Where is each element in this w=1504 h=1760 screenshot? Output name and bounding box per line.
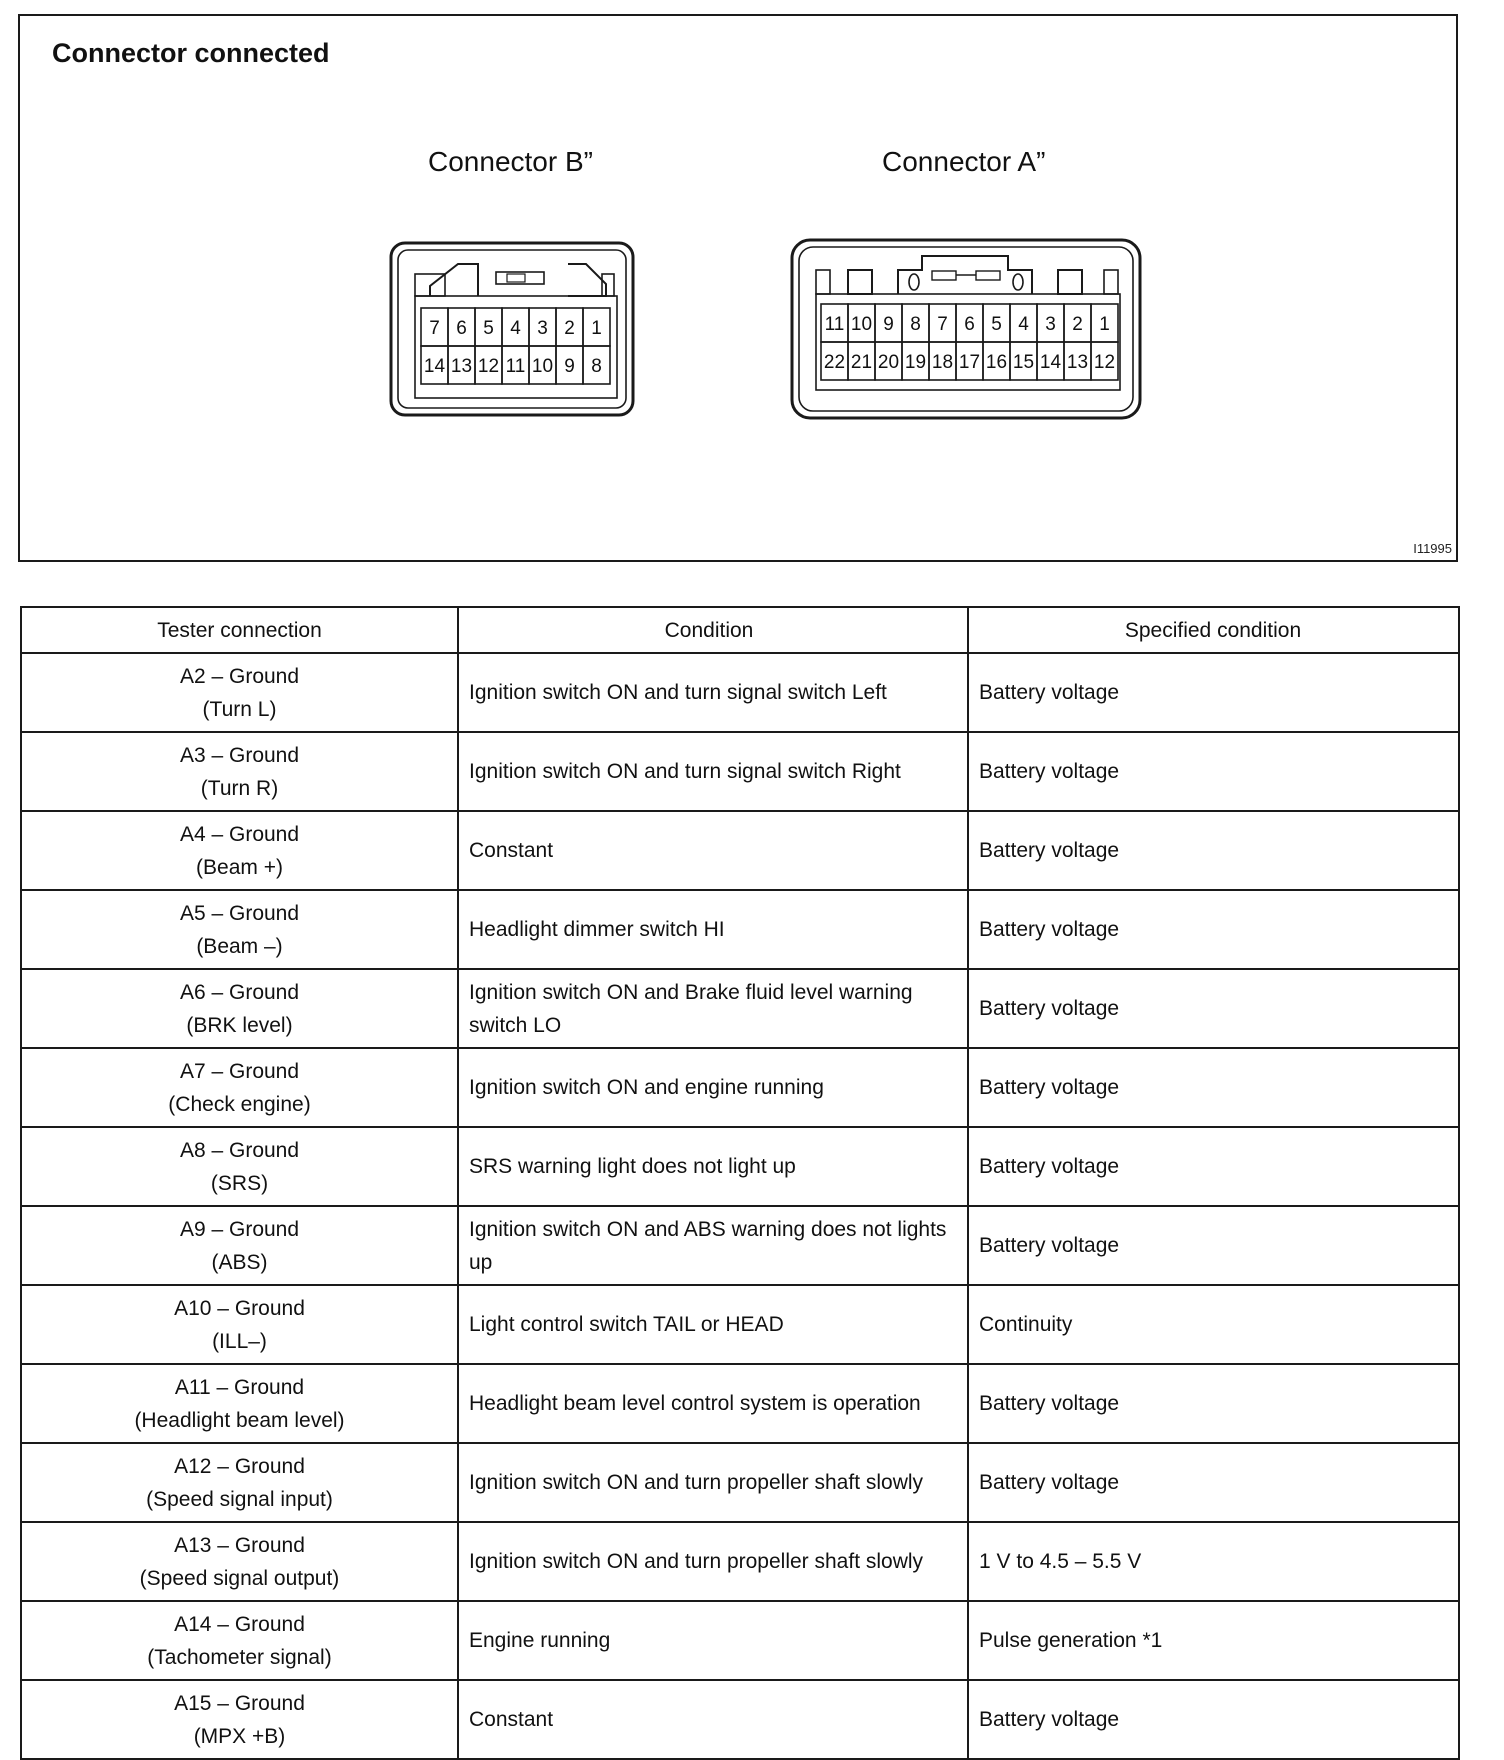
connector-a-pin-number: 18	[931, 352, 954, 373]
connector-a-pin-number: 19	[904, 352, 927, 373]
condition-cell: Engine running	[458, 1601, 968, 1680]
tester-signal-name: (BRK level)	[186, 1013, 293, 1037]
condition-cell: Ignition switch ON and turn signal switch Right	[458, 732, 968, 811]
tester-terminal: A3 – Ground	[179, 743, 300, 767]
connector-a-pin-number: 10	[850, 314, 873, 335]
table-row	[21, 653, 1459, 732]
condition-cell: Headlight dimmer switch HI	[458, 890, 968, 969]
tester-signal-name: (SRS)	[210, 1171, 269, 1195]
condition-cell: Ignition switch ON and ABS warning does not lights up	[458, 1206, 968, 1285]
table-body	[21, 653, 1459, 1759]
table-row	[21, 1127, 1459, 1206]
condition-cell: Ignition switch ON and turn propeller shaft slowly	[458, 1522, 968, 1601]
tester-terminal: A15 – Ground	[174, 1691, 305, 1715]
header-condition: Condition	[458, 607, 968, 653]
connector-a-pin-number: 1	[1099, 314, 1110, 335]
connector-a-pin-number: 16	[985, 352, 1008, 373]
table-row	[21, 1680, 1459, 1759]
connector-a-pin-number: 14	[1039, 352, 1062, 373]
connector-b-pin-number: 11	[505, 356, 526, 377]
tester-connection-table	[20, 606, 1460, 1760]
connector-b-pin-number: 5	[483, 318, 494, 339]
tester-terminal: A14 – Ground	[174, 1612, 305, 1636]
table-row	[21, 1601, 1459, 1680]
tester-connection-cell	[21, 890, 458, 969]
connector-a-pin-number: 6	[964, 314, 975, 335]
connector-a-pin-number: 9	[883, 314, 894, 335]
header-specified-condition: Specified condition	[968, 607, 1459, 653]
connector-b-pins	[421, 308, 610, 384]
connector-a-pin-number: 5	[991, 314, 1002, 335]
connector-a-pin-number: 3	[1045, 314, 1056, 335]
tester-signal-name: (Speed signal output)	[139, 1566, 340, 1590]
connector-b-pin-number: 2	[564, 318, 575, 339]
tester-terminal: A7 – Ground	[179, 1059, 300, 1083]
tester-terminal: A10 – Ground	[174, 1296, 305, 1320]
tester-connection-cell	[21, 1443, 458, 1522]
tester-connection-cell	[21, 1364, 458, 1443]
connector-a-pin-number: 17	[958, 352, 981, 373]
specified-condition-cell: Battery voltage	[968, 811, 1459, 890]
connector-a-pin-number: 20	[877, 352, 900, 373]
connector-a-pin-number: 21	[850, 352, 873, 373]
connector-a-pin-number: 4	[1018, 314, 1029, 335]
tester-connection-cell	[21, 1680, 458, 1759]
connector-a-pin-number: 13	[1066, 352, 1089, 373]
specified-condition-cell: Battery voltage	[968, 1206, 1459, 1285]
tester-signal-name: (Check engine)	[168, 1092, 311, 1116]
tester-signal-name: (Speed signal input)	[146, 1487, 333, 1511]
specified-condition-cell: Continuity	[968, 1285, 1459, 1364]
tester-connection-cell	[21, 732, 458, 811]
connector-a-pin-number: 8	[910, 314, 921, 335]
tester-terminal: A9 – Ground	[179, 1217, 300, 1241]
condition-cell: Light control switch TAIL or HEAD	[458, 1285, 968, 1364]
condition-cell: SRS warning light does not light up	[458, 1127, 968, 1206]
table-row	[21, 811, 1459, 890]
table-row	[21, 1285, 1459, 1364]
tester-terminal: A8 – Ground	[179, 1138, 300, 1162]
tester-connection-cell	[21, 1206, 458, 1285]
tester-terminal: A5 – Ground	[179, 901, 300, 925]
tester-connection-cell	[21, 1522, 458, 1601]
tester-signal-name: (Headlight beam level)	[134, 1408, 345, 1432]
figure-id: I11995	[1413, 541, 1452, 556]
connector-b-pin-number: 13	[450, 356, 473, 377]
condition-cell: Constant	[458, 811, 968, 890]
tester-connection-cell	[21, 1048, 458, 1127]
tester-connection-cell	[21, 1601, 458, 1680]
table-row	[21, 890, 1459, 969]
tester-terminal: A12 – Ground	[174, 1454, 305, 1478]
condition-cell: Headlight beam level control system is operation	[458, 1364, 968, 1443]
connector-a-label: Connector A”	[882, 146, 1046, 177]
connector-b-pin-number: 3	[537, 318, 548, 339]
tester-signal-name: (MPX +B)	[193, 1724, 286, 1748]
connector-a-pin-number: 7	[937, 314, 948, 335]
table-row	[21, 732, 1459, 811]
tester-terminal: A2 – Ground	[179, 664, 300, 688]
connector-b-pin-number: 8	[591, 356, 602, 377]
condition-cell: Constant	[458, 1680, 968, 1759]
connector-a-pin-number: 11	[824, 314, 845, 335]
specified-condition-cell: Battery voltage	[968, 1048, 1459, 1127]
table-row	[21, 1443, 1459, 1522]
diagram-title: Connector connected	[52, 38, 330, 68]
specified-condition-cell: Battery voltage	[968, 1680, 1459, 1759]
table-row	[21, 1364, 1459, 1443]
specified-condition-cell: Battery voltage	[968, 653, 1459, 732]
tester-terminal: A13 – Ground	[174, 1533, 305, 1557]
condition-cell: Ignition switch ON and turn propeller shaft slowly	[458, 1443, 968, 1522]
tester-connection-cell	[21, 811, 458, 890]
table-row	[21, 969, 1459, 1048]
tester-signal-name: (Turn L)	[202, 697, 277, 721]
tester-signal-name: (Beam +)	[196, 855, 283, 879]
connector-drawings	[20, 16, 1456, 560]
table-header-row	[21, 607, 1459, 653]
connector-diagram-panel	[18, 14, 1458, 562]
specified-condition-cell: Battery voltage	[968, 732, 1459, 811]
tester-terminal: A4 – Ground	[179, 822, 300, 846]
connector-b-pin-number: 10	[531, 356, 554, 377]
connector-b-pin-number: 7	[429, 318, 440, 339]
connector-b-label: Connector B”	[428, 146, 593, 177]
specified-condition-cell: Battery voltage	[968, 890, 1459, 969]
tester-connection-cell	[21, 653, 458, 732]
connector-b-pin-number: 6	[456, 318, 467, 339]
connector-b-pin-number: 12	[477, 356, 500, 377]
connector-a-pin-number: 15	[1012, 352, 1035, 373]
specified-condition-cell: Battery voltage	[968, 1364, 1459, 1443]
connector-b-pin-number: 1	[591, 318, 602, 339]
condition-cell: Ignition switch ON and turn signal switch Left	[458, 653, 968, 732]
tester-terminal: A11 – Ground	[174, 1375, 305, 1399]
condition-cell: Ignition switch ON and Brake fluid level warning switch LO	[458, 969, 968, 1048]
connector-a-pin-number: 22	[823, 352, 846, 373]
header-tester-connection: Tester connection	[21, 607, 458, 653]
tester-signal-name: (Turn R)	[200, 776, 279, 800]
connector-a-pins	[821, 304, 1118, 380]
connector-b-pin-number: 9	[564, 356, 575, 377]
table-row	[21, 1206, 1459, 1285]
tester-terminal: A6 – Ground	[179, 980, 300, 1004]
tester-connection-cell	[21, 1127, 458, 1206]
table-row	[21, 1048, 1459, 1127]
tester-signal-name: (Beam –)	[196, 934, 283, 958]
connector-a-pin-number: 2	[1072, 314, 1083, 335]
specified-condition-cell: Pulse generation *1	[968, 1601, 1459, 1680]
specified-condition-cell: Battery voltage	[968, 969, 1459, 1048]
table-row	[21, 1522, 1459, 1601]
connector-a-pin-number: 12	[1093, 352, 1116, 373]
condition-cell: Ignition switch ON and engine running	[458, 1048, 968, 1127]
tester-signal-name: (Tachometer signal)	[147, 1645, 332, 1669]
tester-connection-cell	[21, 1285, 458, 1364]
specified-condition-cell: 1 V to 4.5 – 5.5 V	[968, 1522, 1459, 1601]
connector-b-pin-number: 14	[423, 356, 446, 377]
tester-signal-name: (ILL–)	[212, 1329, 267, 1353]
specified-condition-cell: Battery voltage	[968, 1127, 1459, 1206]
tester-connection-cell	[21, 969, 458, 1048]
tester-signal-name: (ABS)	[211, 1250, 268, 1274]
specified-condition-cell: Battery voltage	[968, 1443, 1459, 1522]
connector-b-pin-number: 4	[510, 318, 521, 339]
